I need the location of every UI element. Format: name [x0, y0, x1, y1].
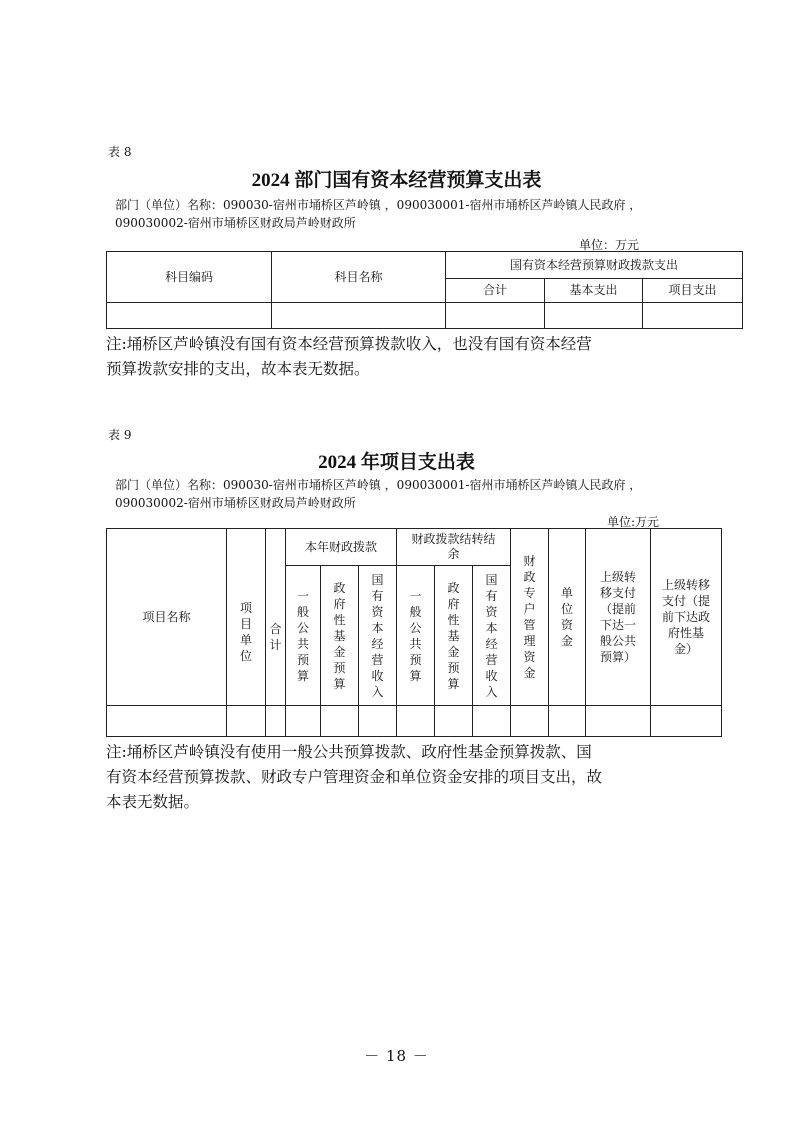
table9-note-line3: 本表无数据。: [106, 793, 200, 811]
table8-dept-line1: 部门（单位）名称：090030-宿州市埇桥区芦岭镇 ，090030001-宿州市埇桥区芦岭镇人民政府 ，: [115, 198, 642, 212]
table8-header-code: 科目编码: [107, 252, 272, 303]
transfer-general-line: 移支付: [600, 586, 637, 600]
table8-empty-row: [107, 303, 743, 329]
page-number: － 18 －: [364, 1047, 429, 1065]
transfer-general-line: （提前: [600, 602, 637, 616]
table8-dept-line2: 090030002-宿州市埇桥区财政局芦岭财政所: [115, 216, 356, 230]
transfer-fund-line: 前下达政: [662, 610, 711, 624]
project-unit-text: 项目单位: [239, 601, 252, 663]
table9-header-general-1: [286, 566, 321, 706]
table8-header-name: 科目名称: [272, 252, 446, 303]
transfer-fund-line: 府性基: [668, 626, 705, 640]
table8-label: 表 8: [108, 145, 132, 159]
table9-header-project-unit: [227, 529, 266, 706]
transfer-fund-line: 上级转移: [662, 578, 711, 592]
general-text: 一般公共预算: [296, 588, 309, 683]
table9-header-state-capital-1: [359, 566, 397, 706]
table9: [106, 528, 722, 737]
table9-header-current-year: 本年财政拨款: [286, 529, 397, 566]
transfer-fund-line: 金）: [674, 642, 699, 656]
table9-title: 2024 年项目支出表: [318, 452, 475, 473]
fund-text: 政府性基金预算: [447, 580, 460, 691]
table9-note-line1: 注:埇桥区芦岭镇没有使用一般公共预算拨款、政府性基金预算拨款、国: [106, 743, 592, 761]
table9-empty-row: [107, 706, 722, 737]
table9-header-fund-2: [435, 566, 473, 706]
table9-header-project-name: 项目名称: [107, 529, 227, 706]
transfer-general-line: 上级转: [600, 570, 637, 584]
table8-note-line1: 注:埇桥区芦岭镇没有国有资本经营预算拨款收入，也没有国有资本经营: [106, 335, 592, 353]
table9-header-fund-1: [321, 566, 359, 706]
table9-header-transfer-fund: [651, 529, 722, 706]
state-capital-text: 国有资本经营收入: [485, 572, 498, 699]
table8-header-basic: 基本支出: [545, 279, 643, 303]
transfer-general-line: 预算）: [600, 650, 637, 664]
table9-note-line2: 有资本经营预算拨款、财政专户管理资金和单位资金安排的项目支出，故: [106, 768, 603, 786]
fund-text: 政府性基金预算: [333, 580, 346, 691]
table9-dept-line2: 090030002-宿州市埇桥区财政局芦岭财政所: [115, 496, 356, 510]
table8-note-line2: 预算拨款安排的支出，故本表无数据。: [106, 360, 370, 378]
transfer-fund-line: 支付（提: [662, 594, 711, 608]
carryover-line2: 余: [447, 547, 460, 561]
table9-header-transfer-general: [586, 529, 651, 706]
table9-header-carryover: [397, 529, 511, 566]
unit-funds-text: 单位资金: [561, 586, 574, 648]
special-account-text: 财政专户管理资金: [523, 554, 536, 680]
table9-header-special-account: [511, 529, 549, 706]
table9-header-state-capital-2: [473, 566, 511, 706]
table8-header-total: 合计: [446, 279, 545, 303]
table9-dept-line1: 部门（单位）名称：090030-宿州市埇桥区芦岭镇 ，090030001-宿州市埇桥区芦岭镇人民政府 ，: [115, 478, 642, 492]
state-capital-text: 国有资本经营收入: [371, 572, 384, 699]
transfer-general-line: 般公共: [600, 634, 637, 648]
table9-header-total: [266, 529, 286, 706]
table8: [106, 251, 743, 329]
transfer-general-line: 下达一: [600, 618, 637, 632]
table9-label: 表 9: [108, 428, 132, 442]
table8-title: 2024 部门国有资本经营预算支出表: [251, 170, 542, 191]
table8-unit: 单位：万元: [579, 238, 640, 252]
table9-header-general-2: [397, 566, 435, 706]
table9-header-unit-funds: [549, 529, 586, 706]
total-text: 合计: [269, 622, 282, 652]
table9-unit: 单位:万元: [607, 515, 660, 529]
carryover-line1: 财政拨款结转结: [411, 532, 496, 546]
general-text: 一般公共预算: [409, 588, 422, 683]
table8-header-group: 国有资本经营预算财政拨款支出: [446, 252, 743, 279]
table8-header-project: 项目支出: [643, 279, 743, 303]
